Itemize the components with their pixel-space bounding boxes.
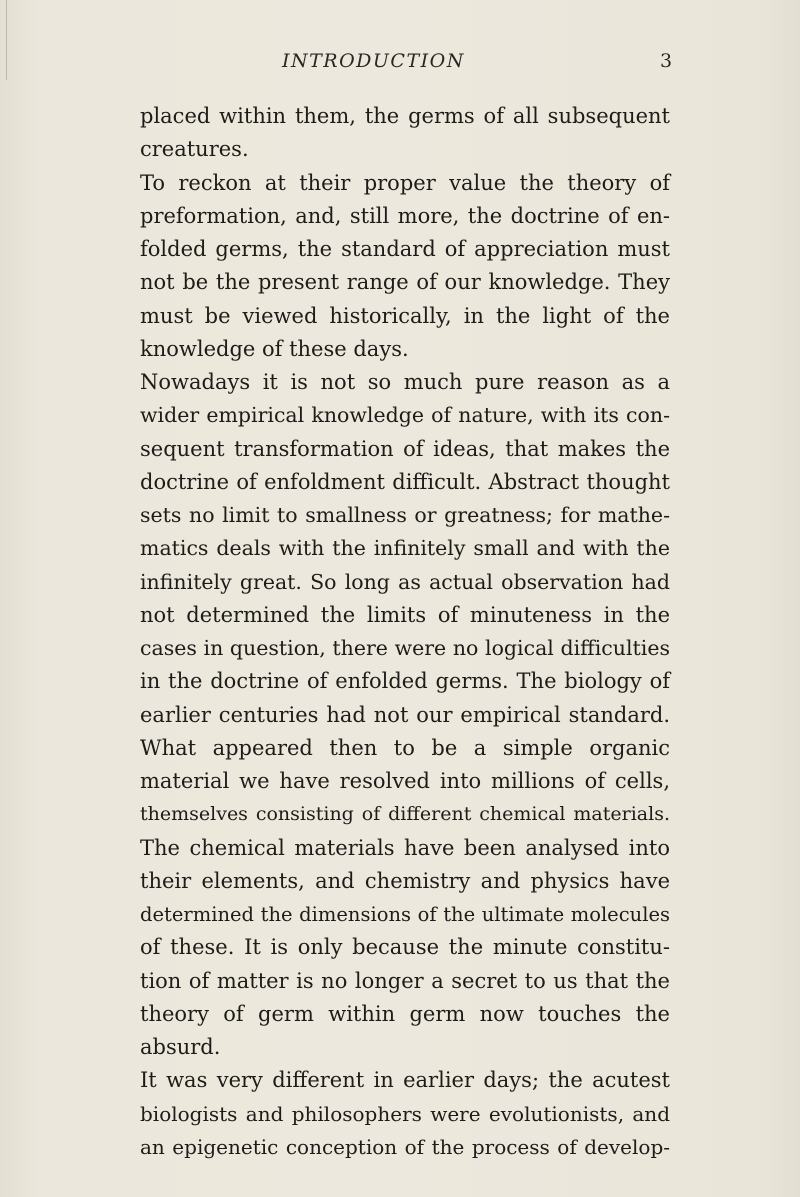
text-line: must be viewed historically, in the light of the xyxy=(140,303,670,328)
text-line: sequent transformation of ideas, that makes the xyxy=(140,436,670,461)
text-line: not be the present range of our knowledge. They xyxy=(140,270,670,295)
text-line: creatures. xyxy=(140,137,249,162)
text-line: Nowadays it is not so much pure reason as a xyxy=(140,370,670,394)
text-line: earlier centuries had not our empirical standard. xyxy=(140,702,670,727)
text-line: It was very different in earlier days; the acutest xyxy=(140,1068,670,1093)
text-line: themselves consisting of different chemical materials. xyxy=(140,803,670,826)
text-line: biologists and philosophers were evolutionists, and xyxy=(140,1101,670,1126)
page-number: 3 xyxy=(660,50,673,72)
text-line: matics deals with the infinitely small and with the xyxy=(140,536,670,561)
text-line: preformation, and, still more, the doctrine of en- xyxy=(140,203,670,228)
text-line: The chemical materials have been analysed into xyxy=(140,835,670,860)
text-line: infinitely great. So long as actual observation had xyxy=(140,569,670,594)
text-line: knowledge of these days. xyxy=(140,336,409,361)
running-head xyxy=(0,50,800,80)
running-title: INTRODUCTION xyxy=(282,50,465,72)
text-line: absurd. xyxy=(140,1035,221,1059)
text-line: not determined the limits of minuteness in the xyxy=(140,602,670,627)
text-line: To reckon at their proper value the theory of xyxy=(140,170,670,195)
text-line: tion of matter is no longer a secret to us that the xyxy=(140,968,670,993)
text-line: in the doctrine of enfolded germs. The biology of xyxy=(140,669,670,694)
text-line: of these. It is only because the minute constitu- xyxy=(140,935,670,960)
text-line: folded germs, the standard of appreciation must xyxy=(140,237,670,261)
text-line: placed within them, the germs of all subsequent xyxy=(140,104,670,128)
text-line: an epigenetic conception of the process of develop- xyxy=(140,1134,670,1159)
text-line: wider empirical knowledge of nature, with its con- xyxy=(140,403,670,428)
text-line: cases in question, there were no logical difficulties xyxy=(140,636,670,660)
text-line: sets no limit to smallness or greatness; for mathe- xyxy=(140,503,670,527)
text-line: material we have resolved into millions of cells, xyxy=(140,769,670,793)
text-line: theory of germ within germ now touches the xyxy=(140,1001,670,1026)
text-line: What appeared then to be a simple organic xyxy=(140,735,670,760)
text-line: doctrine of enfoldment difficult. Abstract thought xyxy=(140,469,670,494)
text-line: determined the dimensions of the ultimate molecules xyxy=(140,903,670,926)
text-line: their elements, and chemistry and physics have xyxy=(140,868,670,893)
body-text xyxy=(140,100,670,1164)
